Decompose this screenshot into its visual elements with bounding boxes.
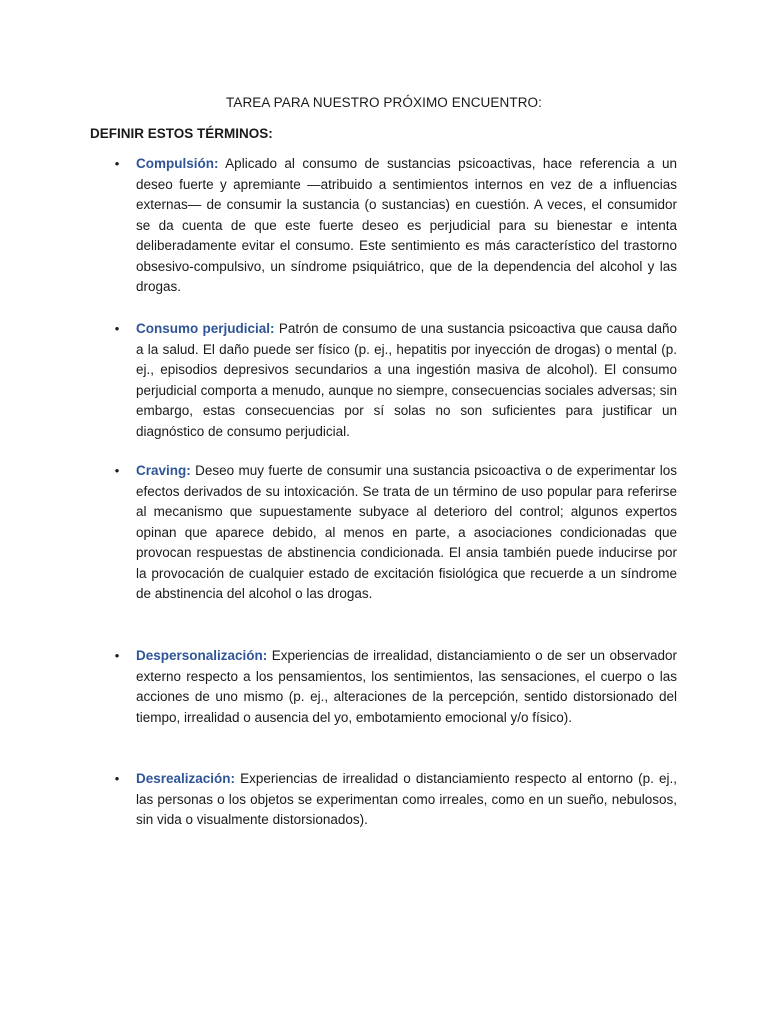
bullet-icon: •: [114, 321, 120, 336]
term-name: Craving:: [136, 463, 191, 478]
bullet-icon: •: [114, 156, 120, 171]
bullet-icon: •: [114, 463, 120, 478]
document-title: TAREA PARA NUESTRO PRÓXIMO ENCUENTRO:: [226, 95, 542, 110]
term-name: Compulsión:: [136, 156, 219, 171]
term-item-craving: [114, 461, 677, 605]
term-definition: Experiencias de irrealidad o distanciamiento respecto al entorno (p. ej., las personas o los objetos se experimentan como irreales, como en un sueño, nebulosos, sin vida o visualmente distorsionados).: [136, 771, 677, 827]
term-name: Consumo perjudicial:: [136, 321, 275, 336]
term-definition: Patrón de consumo de una sustancia psicoactiva que causa daño a la salud. El daño puede ser físico (p. ej., hepatitis por inyección de drogas) o mental (p. ej., episodios depresivos secundarios a una ingestión masiva de alcohol). El consumo perjudicial comporta a menudo, aunque no siempre, consecuencias sociales adversas; sin embargo, estas consecuencias por sí solas no son suficientes para justificar un diagnóstico de consumo perjudicial.: [136, 321, 677, 439]
term-name: Despersonalización:: [136, 648, 268, 663]
term-definition: Aplicado al consumo de sustancias psicoactivas, hace referencia a un deseo fuerte y apremiante —atribuido a sentimientos internos en vez de a influencias externas— de consumir la sustancia (o sustancias) en cuestión. A veces, el consumidor se da cuenta de que este fuerte deseo es perjudicial para su bienestar e intenta deliberadamente evitar el consumo. Este sentimiento es más característico del trastorno obsesivo-compulsivo, un síndrome psiquiátrico, que de la dependencia del alcohol y las drogas.: [136, 156, 677, 294]
section-heading: DEFINIR ESTOS TÉRMINOS:: [90, 126, 273, 141]
term-item-consumo-perjudicial: [114, 319, 677, 442]
term-item-despersonalizacion: [114, 646, 677, 728]
term-definition: Deseo muy fuerte de consumir una sustancia psicoactiva o de experimentar los efectos derivados de su intoxicación. Se trata de un término de uso popular para referirse al mecanismo que supuestamente subyace al deterioro del control; algunos expertos opinan que aparece debido, al menos en parte, a asociaciones condicionadas que provocan respuestas de abstinencia condicionada. El ansia también puede inducirse por la provocación de cualquier estado de excitación fisiológica que recuerde a un síndrome de abstinencia del alcohol o las drogas.: [136, 463, 677, 601]
bullet-icon: •: [114, 648, 120, 663]
term-item-desrealizacion: [114, 769, 677, 831]
term-name: Desrealización:: [136, 771, 236, 786]
bullet-icon: •: [114, 771, 120, 786]
term-item-compulsion: [114, 154, 677, 298]
term-definition: Experiencias de irrealidad, distanciamiento o de ser un observador externo respecto a los pensamientos, los sentimientos, las sensaciones, el cuerpo o las acciones de uno mismo (p. ej., alteraciones de la percepción, sentido distorsionado del tiempo, irrealidad o ausencia del yo, embotamiento emocional y/o físico).: [136, 648, 677, 725]
